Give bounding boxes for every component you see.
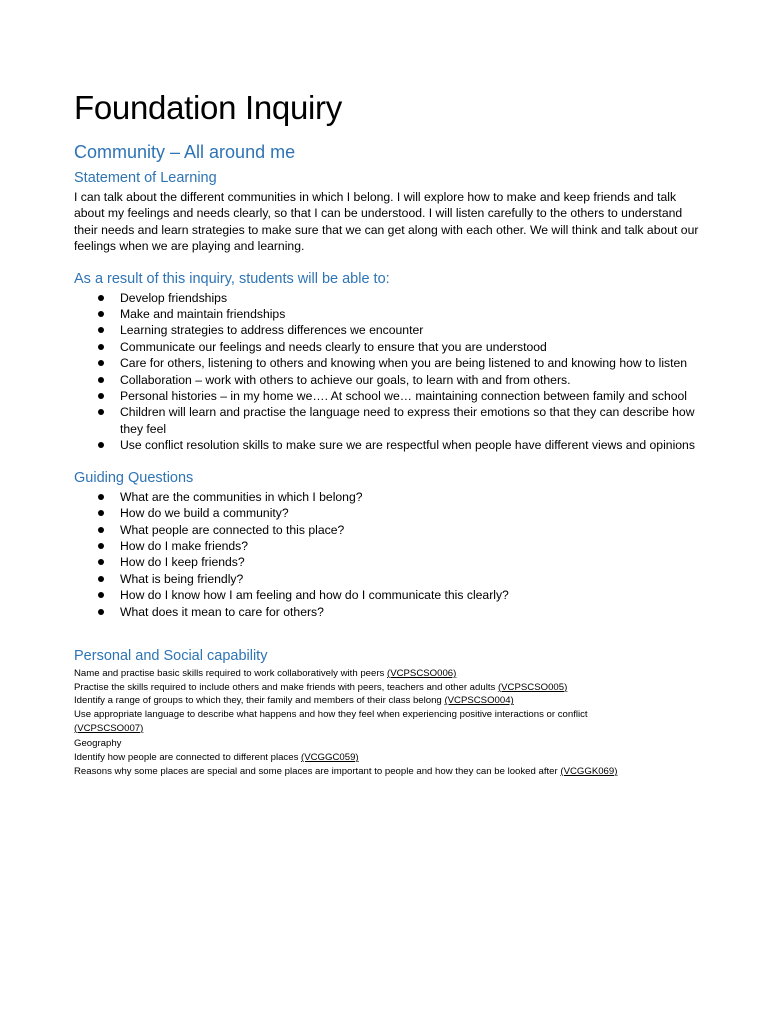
bullet-icon xyxy=(98,344,104,350)
statement-heading: Statement of Learning xyxy=(74,170,217,186)
list-item: Communicate our feelings and needs clearly to ensure that you are understood xyxy=(98,339,708,355)
bullet-icon xyxy=(98,510,104,516)
capability-line: Practise the skills required to include others and make friends with peers, teachers and other adults (VCPSCSO005) xyxy=(74,681,568,693)
curriculum-code-link[interactable]: (VCPSCSO006) xyxy=(387,667,457,679)
capability-line: Name and practise basic skills required to work collaboratively with peers (VCPSCSO006) xyxy=(74,667,457,679)
bullet-icon xyxy=(98,592,104,598)
list-item: How do I know how I am feeling and how do I communicate this clearly? xyxy=(98,587,708,603)
curriculum-code-link[interactable]: (VCPSCSO007) xyxy=(74,722,144,734)
bullet-icon xyxy=(98,559,104,565)
bullet-icon xyxy=(98,295,104,301)
list-item: Make and maintain friendships xyxy=(98,306,708,322)
capability-block xyxy=(74,667,708,779)
list-item: Learning strategies to address differences we encounter xyxy=(98,322,708,338)
list-item: Collaboration – work with others to achieve our goals, to learn with and from others. xyxy=(98,372,708,388)
bullet-icon xyxy=(98,527,104,533)
bullet-icon xyxy=(98,409,104,415)
list-item: Personal histories – in my home we…. At school we… maintaining connection between family and school xyxy=(98,388,708,404)
list-item: How do I make friends? xyxy=(98,538,708,554)
list-item: What are the communities in which I belong? xyxy=(98,489,708,505)
capability-line: Identify a range of groups to which they, their family and members of their class belong (VCPSCSO004) xyxy=(74,695,514,707)
capability-heading: Personal and Social capability xyxy=(74,647,268,664)
page-title: Foundation Inquiry xyxy=(74,89,342,126)
bullet-icon xyxy=(98,442,104,448)
bullet-icon xyxy=(98,543,104,549)
geography-label: Geography xyxy=(74,738,122,750)
guiding-heading: Guiding Questions xyxy=(74,469,194,486)
page-subtitle: Community – All around me xyxy=(74,142,296,162)
geography-line: Identify how people are connected to different places (VCGGC059) xyxy=(74,752,359,764)
bullet-icon xyxy=(98,393,104,399)
list-item: Care for others, listening to others and knowing when you are being listened to and knowing how to listen xyxy=(98,355,708,371)
curriculum-code-link[interactable]: (VCPSCSO005) xyxy=(497,681,568,693)
bullet-icon xyxy=(98,377,104,383)
outcomes-heading: As a result of this inquiry, students will be able to: xyxy=(74,270,390,287)
bullet-icon xyxy=(98,576,104,582)
bullet-icon xyxy=(98,360,104,366)
curriculum-code-link[interactable]: (VCPSCSO004) xyxy=(444,695,514,707)
outcomes-list xyxy=(74,290,708,454)
capability-line: Use appropriate language to describe what happens and how they feel when experiencing positive interactions or conflict (VCPSCSO007) xyxy=(74,709,588,734)
guiding-list xyxy=(74,489,708,620)
curriculum-code-link[interactable]: (VCGGK069) xyxy=(560,765,618,777)
curriculum-code-link[interactable]: (VCGGC059) xyxy=(301,752,359,764)
list-item: Develop friendships xyxy=(98,290,708,306)
list-item: How do we build a community? xyxy=(98,505,708,521)
bullet-icon xyxy=(98,327,104,333)
list-item: What does it mean to care for others? xyxy=(98,604,708,620)
bullet-icon xyxy=(98,609,104,615)
list-item: How do I keep friends? xyxy=(98,554,708,570)
list-item: Children will learn and practise the language need to express their emotions so that they can describe how they feel xyxy=(98,404,708,437)
list-item: What people are connected to this place? xyxy=(98,522,708,538)
statement-text: I can talk about the different communities in which I belong. I will explore how to make and keep friends and talk about my feelings and needs clearly, so that I can be understood. I will listen carefully to the others to understand their needs and learn strategies to make sure that we can get along with each other. We will think and talk about our feelings when we are playing and learning. xyxy=(74,190,699,254)
list-item: Use conflict resolution skills to make sure we are respectful when people have different views and opinions xyxy=(98,437,708,453)
geography-line: Reasons why some places are special and some places are important to people and how they can be looked after (VCGGK069) xyxy=(74,765,618,777)
bullet-icon xyxy=(98,311,104,317)
bullet-icon xyxy=(98,494,104,500)
list-item: What is being friendly? xyxy=(98,571,708,587)
